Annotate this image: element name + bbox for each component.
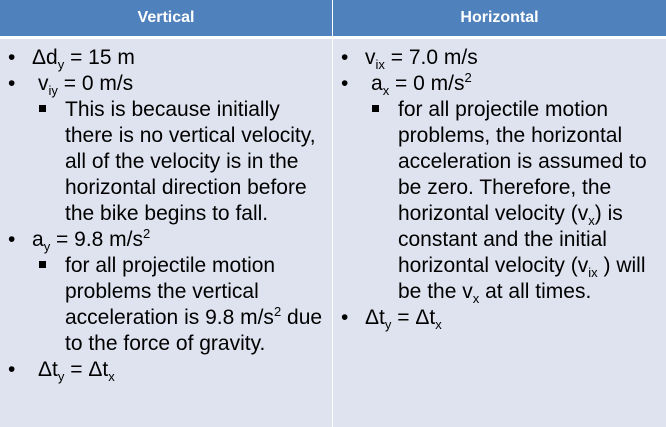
- horizontal-acceleration-note: for all projectile motion problems, the horizontal acceleration is assumed to be zero. Therefore, the horizontal velocity $(v_x)$ is constant and the initial horizontal velocity ($v_{ix}$ ) will be the $v_x$ at all times.: [365, 97, 658, 305]
- horizontal-time-item: • $\Delta t_y = \Delta t_x$: [341, 305, 658, 331]
- vertical-column: [0, 36, 333, 427]
- horizontal-initial-velocity-item: • $v_{ix} = 7.0$ m/s: [341, 45, 658, 71]
- horizontal-acceleration-item: • $a_x = 0$ $m/s^2$ for all projectile motion problems, the horizontal acceleration is assumed to be zero. Therefore, the horizontal velocity $(v_x)$ is constant and the initial horizontal velocity ($v_{ix}$ ) will be the $v_x$ at all times.: [341, 71, 658, 305]
- vertical-acceleration-item: • $a_y = 9.8$ $m/s^2$ for all projectile motion problems the vertical acceleration is 9.8 $m/s^2$ due to the force of gravity.: [8, 227, 324, 357]
- horizontal-column: [333, 36, 666, 427]
- horizontal-header: Horizontal: [333, 0, 666, 36]
- vertical-header: Vertical: [0, 0, 333, 36]
- vertical-acceleration-note: for all projectile motion problems the vertical acceleration is 9.8 $m/s^2$ due to the force of gravity.: [32, 253, 324, 357]
- vertical-time-item: • $\Delta t_y = \Delta t_x$: [8, 357, 324, 383]
- vertical-displacement-item: • $\Delta d_y = 15$ m: [8, 45, 324, 71]
- vertical-initial-velocity-item: • $v_{iy} = 0$ m/s This is because initially there is no vertical velocity, all of the velocity is in the horizontal direction before the bike begins to fall.: [8, 71, 324, 227]
- vertical-velocity-note: This is because initially there is no vertical velocity, all of the velocity is in the horizontal direction before the bike begins to fall.: [32, 97, 324, 227]
